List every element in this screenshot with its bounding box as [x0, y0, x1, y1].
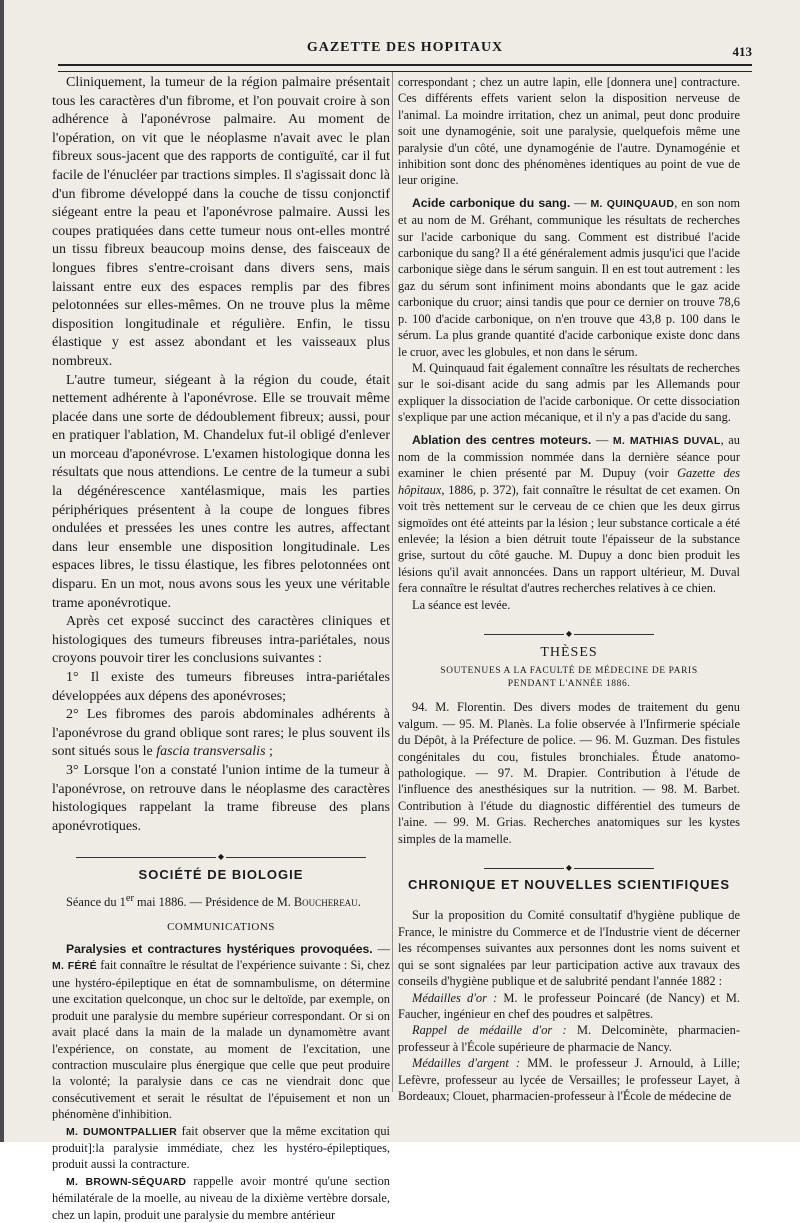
paragraph: Après cet exposé succinct des caractères cliniques et histologiques des tumeurs fibreuses intra-pariétales, nous croyons pouvoir tirer les conclusions suivantes :	[52, 614, 390, 667]
diamond-ornament-icon: ◆	[217, 852, 225, 862]
meeting-line: Séance du 1er mai 1886. — Présidence de M. Bouchereau.	[66, 892, 361, 910]
award-gold-recall: Rappel de médaille d'or : M. Delcominète, pharmacien-professeur à l'École supérieure de pharmacie de Nancy.	[398, 1023, 740, 1054]
diamond-ornament-icon: ◆	[565, 863, 573, 873]
theses-subtitle: PENDANT L'ANNÉE 1886.	[507, 679, 631, 690]
page-number: 413	[732, 44, 752, 59]
runin-title: Ablation des centres moteurs.	[412, 432, 592, 447]
speaker-name: M. BROWN-SÉQUARD	[66, 1175, 187, 1188]
president-name: Bouchereau	[293, 895, 358, 910]
conclusion-3: 3° Lorsque l'on a constaté l'union intime de la tumeur à l'aponévrose, on retrouve dans le néoplasme des caractères histologiques rappelant la trame fibreuse des plans aponévrotiques.	[52, 762, 390, 834]
paragraph: Sur la proposition du Comité consultatif d'hygiène publique de France, le ministre du Commerce et de l'Industrie vient de décerner les récompenses suivantes aux personnes dont les noms suivent et qui se sont signalées par leur participation active aux travaux des conseils d'hygiène publique et de salubrité pendant l'année 1882 :	[398, 908, 740, 989]
theses-title: THÈSES	[540, 645, 598, 660]
communication-dumontpallier: M. DUMONTPALLIER fait observer que la même excitation qui produit]:la paralysie immédiate, chez les hystéro-épileptiques, produit aussi la contracture.	[52, 1123, 390, 1172]
right-column	[398, 74, 740, 1104]
section-ornament	[52, 848, 390, 862]
page-edge-shadow	[0, 0, 4, 1142]
speaker-name: M. FÉRÉ	[52, 960, 97, 973]
communication-fere: Paralysies et contractures hystériques provoquées. — M. FÉRÉ fait connaître le résultat de l'expérience suivante : Si, chez une hystéro-épileptique en état de somnambulisme, on détermine une excitation quelconque, un choc sur le deltoïde, par exemple, on produit une paralysie du membre supérieur correspondant. Or si on avait placé dans la main de la malade un dynamomètre avant l'expérience, on constate, au moment de l'excitation, une contraction musculaire plus énergique que celle que peut produire la volonté; la paralysie dans ce cas ne viendrait donc que consécutivement et serait le résultat de l'épuisement et non un phénomène d'inhibition.	[52, 942, 390, 1122]
conclusion-2: 2° Les fibromes des parois abdominales adhérents à l'aponévrose du grand oblique sont rares; le plus souvent ils sont situés sous le fascia transversalis ;	[52, 707, 390, 760]
latin-term: fascia transversalis	[156, 744, 266, 760]
society-title: SOCIÉTÉ DE BIOLOGIE	[138, 867, 304, 883]
runin-title: Paralysies et contractures hystériques provoquées.	[66, 942, 373, 957]
header-rule	[58, 64, 752, 72]
paragraph: L'autre tumeur, siégeant à la région du coude, était nettement adhérente à l'aponévrose. Elle se trouvait même placée dans une sorte de dédoublement fibreux; aussi, pour en pratiquer l'ablation, M. Chandelux fut-il obligé d'enlever un morceau d'aponévrose. L'examen histologique donna les résultats que nous attendions. Le centre de la tumeur a subi la dégénérescence xantélasmique, mais les parties périphériques présentent à la coupe de longues fibres ondulées et pressées les unes contre les autres, affectant dans leur ensemble une disposition longitudinale. Les espaces libres, le tissu élastique, les fibres pelotonnées ont disparu. En un mot, nous avons sous les yeux une véritable trame aponévrotique.	[52, 372, 390, 611]
left-column	[52, 74, 390, 1223]
paragraph: Cliniquement, la tumeur de la région palmaire présentait tous les caractères d'un fibrome, et l'on pouvait croire à son adhérence à l'aponévrose palmaire. Au moment de l'opération, on vit que le néoplasme n'avait avec le plan fibreux sous-jacent que des rapports de contiguïté, car il fut facile de l'énucléer par tractions simples. Il s'agissait donc là d'un fibrome développé dans la couche de tissu conjonctif siégeant entre la peau et l'aponévrose palmaire. Aussi les coupes pratiquées dans cette tumeur nous ont-elles montré un tissu fibreux beaucoup moins dense, des faisceaux de longues fibres s'entre-croisant dans divers sens, mais laissant entre eux des espaces remplis par des fibres pelotonnées sur elles-mêmes. On ne trouve plus la même disposition longitudinale et régulière. Enfin, le tissu élastique y est assez abondant et les vaisseaux plus nombreux.	[52, 75, 390, 369]
award-silver: Médailles d'argent : MM. le professeur J. Arnould, à Lille; Lefèvre, professeur au lycée de Versailles; le professeur Layet, à Bordeaux; Clouet, pharmacien-professeur à l'École de médecine de	[398, 1056, 740, 1103]
theses-subtitle: SOUTENUES A LA FACULTÉ DE MÉDECINE DE PARIS	[440, 666, 698, 677]
runin-title: Acide carbonique du sang.	[412, 195, 571, 210]
citation-journal: Gazette des hôpitaux	[398, 466, 741, 497]
communications-title: COMMUNICATIONS	[167, 921, 275, 934]
conclusion-1: 1° Il existe des tumeurs fibreuses intra-pariétales développées aux dépens des aponévroses;	[52, 670, 390, 704]
closing-line: La séance est levée.	[412, 597, 511, 612]
speaker-name: M. MATHIAS DUVAL	[612, 434, 721, 447]
paragraph: correspondant ; chez un autre lapin, elle [donnera une] contracture. Ces différents effets varient selon la disposition nerveuse de l'animal. La moindre irritation, chez un animal, peut donc produire soit une dynamogénie, soit une paralysie, quelquefois même une paralysie d'un côté, une dynamogénie de l'autre. Dynamogénie et inhibition sont donc des phénomènes identiques au point de vue de leur origine.	[398, 75, 740, 188]
theses-list: 94. M. Florentin. Des divers modes de traitement du genu valgum. — 95. M. Planès. La folie observée à l'Infirmerie spéciale du Dépôt, à la Préfecture de police. — 96. M. Guzman. Des fistules congénitales du cou, fistules bronchiales. Étude anatomo-pathologique. — 97. M. Drapier. Contribution à l'étude de l'influence des anesthésiques sur la nutrition. — 98. M. Barbet. Contribution à l'étude du diagnostic différentiel des tumeurs de l'aine. — 99. M. Grias. Recherches anatomiques sur les kystes simples de la mamelle.	[398, 700, 740, 846]
page-header	[58, 36, 752, 62]
section-ornament	[398, 859, 740, 873]
award-gold: Médailles d'or : M. le professeur Poincaré (de Nancy) et M. Faucher, ingénieur en chef des poudres et salpêtres.	[398, 990, 741, 1021]
communication-brown-sequard: M. BROWN-SÉQUARD rappelle avoir montré qu'une section hémilatérale de la moelle, au niveau de la dixième vertèbre dorsale, chez un lapin, produit une paralysie du membre antérieur	[52, 1173, 390, 1222]
speaker-name: M. QUINQUAUD	[590, 197, 675, 210]
chronique-title: CHRONIQUE ET NOUVELLES SCIENTIFIQUES	[407, 877, 731, 893]
section-ornament	[398, 625, 740, 638]
paragraph: M. Quinquaud fait également connaître les résultats de recherches sur le soi-disant acide du sang admis par les Allemands pour expliquer la dissociation de l'acide carbonique. Or cette dissociation s'explique par une action mécanique, et il n'y a pas d'acide du sang.	[398, 360, 740, 425]
running-title: GAZETTE DES HOPITAUX	[306, 40, 504, 55]
communication-quinquaud: Acide carbonique du sang. — M. QUINQUAUD, en son nom et au nom de M. Gréhant, communique les résultats de recherches sur l'acide carbonique du sang. Comment est distribué l'acide carbonique du sang? Il a été généralement admis jusqu'ici que l'acide carbonique siège dans le sérum sanguin. Il en est tout autrement : les gaz du sérum sont infiniment moins abondants que le gaz acide carbonique du cruor; ainsi tandis que pour ce dernier on trouve 78,6 p. 100 d'acide carbonique, on n'en trouve que 43,8 p. 100 dans le sérum. La plus grande quantité d'acide carbonique existe donc dans le cruor, avec les globules, et non dans le sérum.	[398, 195, 740, 359]
speaker-name: M. DUMONTPALLIER	[66, 1125, 178, 1138]
communication-duval: Ablation des centres moteurs. — M. MATHIAS DUVAL, au nom de la commission nommée dans la dernière séance pour examiner le chien présenté par M. Dupuy (voir Gazette des hôpitaux, 1886, p. 372), fait connaître le résultat de cet examen. On voit très nettement sur le cerveau de ce chien que les deux girrus sigmoïdes ont été atteints par la lésion ; leur substance corticale a été enlevée; la lésion a bien détruit toute l'épaisseur de la substance grise, surtout du côté gauche. M. Dupuy a donc bien produit les lésions qu'il avait annoncées. Dans un rapport ultérieur, M. Duval fera connaître le résultat d'autres recherches relatives à ce chien.	[398, 432, 741, 596]
column-divider	[392, 72, 393, 1092]
diamond-ornament-icon: ◆	[565, 628, 573, 638]
